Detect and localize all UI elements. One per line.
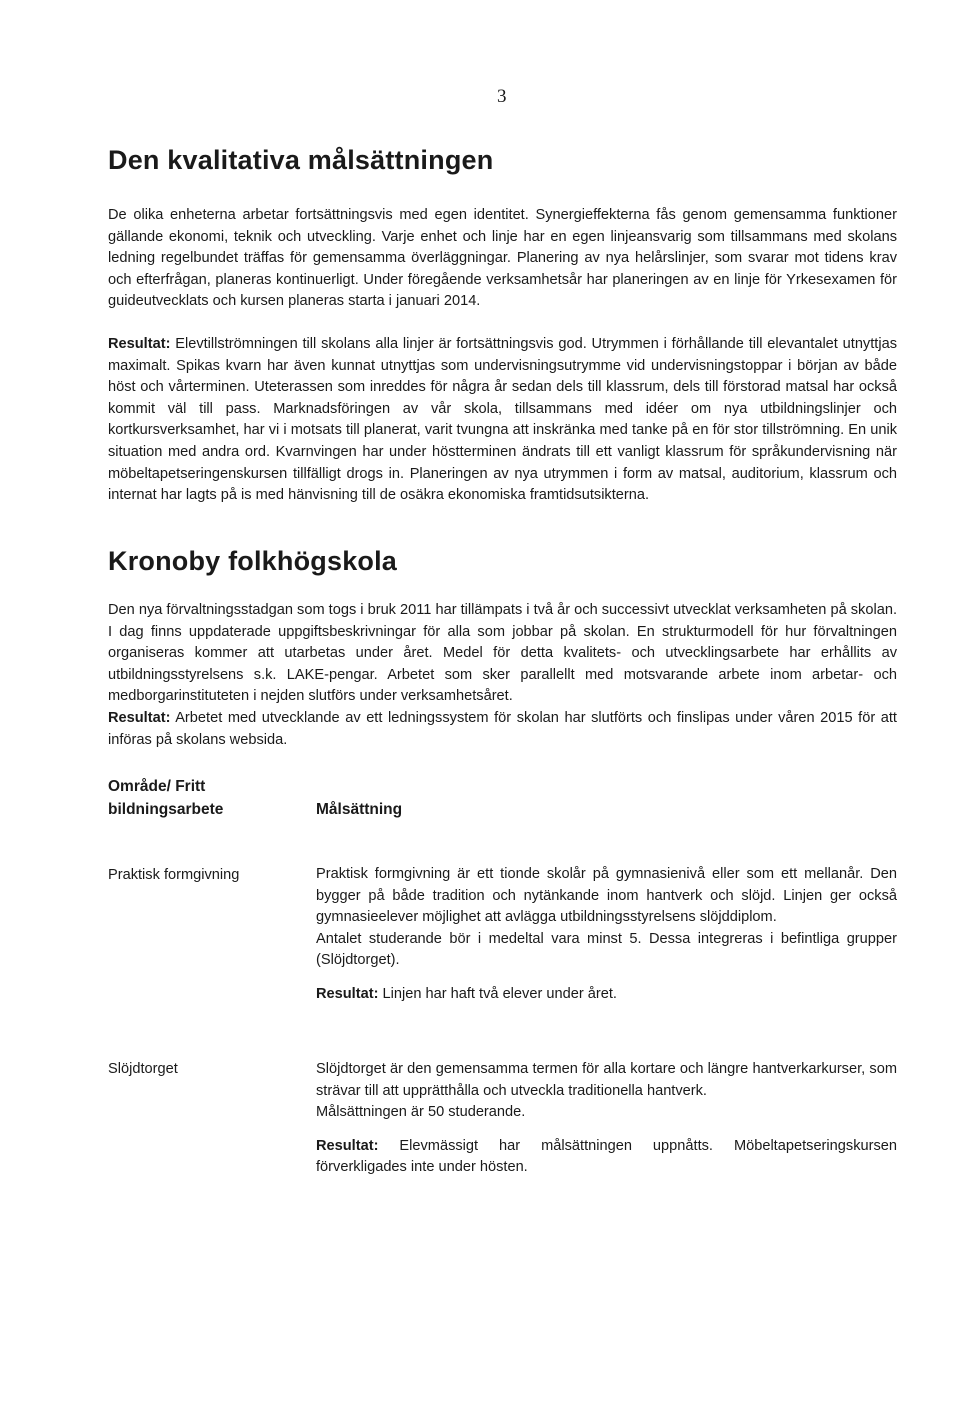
table-row-goal bbox=[316, 1059, 897, 1179]
goal-text: Målsättningen är 50 studerande. bbox=[316, 1104, 526, 1121]
section1-result bbox=[108, 334, 897, 507]
goal-text: Slöjdtorget är den gemensamma termen för alla kortare och längre hantverkarkurser, som strävar till att upprätthålla och utveckla traditionella hantverk. bbox=[316, 1061, 897, 1099]
goal-text: Antalet studerande bör i medeltal vara minst 5. Dessa integreras i befintliga grupper (Slöjdtorget). bbox=[316, 930, 897, 969]
section2-paragraph: Den nya förvaltningsstadgan som togs i bruk 2011 har tillämpats i två år och successivt utvecklat verksamheten på skolan. I dag finns uppdaterade uppgiftsbeskrivningar för alla som jobbar på skolan. En strukturmodell för hur förvaltningen organiseras kommer att utarbetas under året. Medel för detta kvalitets- och utvecklingsarbete har erhållits av utbildningsstyrelsens s.k. LAKE-pengar. Arbetet som sker parallellt med motsvarande arbete inom arbetar- och medborgarinstituteten i nejden slutförs under verksamhetsåret. bbox=[108, 602, 897, 705]
result-text: Arbetet med utvecklande av ett ledningssystem för skolan har slutförts och finslipas under våren 2015 för att införas på skolans websida. bbox=[108, 710, 897, 748]
section-title-kvalitativa: Den kvalitativa målsättningen bbox=[108, 145, 494, 175]
goal-result bbox=[316, 1136, 897, 1179]
result-text: Elevtillströmningen till skolans alla linjer är fortsättningsvis god. Utrymmen i förhållande till elevantalet utnyttjas maximalt. Spikas kvarn har även kunnat utnyttjas som undervisningsutrymme vid undervisningstoppar i början av både höst och vårterminen. Uteterassen som inreddes för några år sedan dels till klassrum, dels till förstorad matsal har också kommit väl till pass. Marknadsföringen av vår skola, tillsammans med idéer om nya utbildningslinjer och kortkursverksamhet, har vi i motsats till planerat, varit tvungna att inskränka med tanke på en för stor tillströmning. En unik situation med andra ord. Kvarnvingen har under höstterminen ändrats till ett vanligt klassrum för språkundervisning när möbeltapetseringenskursen tillfälligt drogs in. Planeringen av nya utrymmen i form av matsal, auditorium, klassrum och internat har lagts på is med hänvisning till de osäkra ekonomiska framtidsutsikterna. bbox=[108, 336, 897, 504]
goal-text: Praktisk formgivning är ett tionde skolår på gymnasienivå eller som ett mellanår. Den bygger på både tradition och nytänkande inom hantverk och slöjd. Linjen ger också gymnasieelever möjlighet att avlägga utbildningsstyrelsens slöjddiplom. bbox=[316, 866, 897, 926]
section-title-kronoby: Kronoby folkhögskola bbox=[108, 546, 398, 576]
result-label: Resultat: bbox=[108, 336, 171, 352]
result-label: Resultat: bbox=[108, 710, 171, 726]
table-row-area: Slöjdtorget bbox=[108, 1061, 178, 1077]
result-label: Resultat: bbox=[316, 1137, 379, 1154]
table-header-area: Område/ Fritt bildningsarbete bbox=[108, 778, 224, 818]
table-header-goal: Målsättning bbox=[316, 801, 403, 818]
table-row-area: Praktisk formgivning bbox=[108, 867, 240, 883]
result-text: Linjen har haft två elever under året. bbox=[378, 985, 617, 1002]
table-row-goal bbox=[316, 864, 897, 1006]
section2-result bbox=[108, 708, 897, 751]
result-text: Elevmässigt har målsättningen uppnåtts. Möbeltapetseringskursen förverkligades inte under hösten. bbox=[316, 1137, 897, 1176]
result-label: Resultat: bbox=[316, 985, 379, 1002]
section1-paragraph: De olika enheterna arbetar fortsättningsvis med egen identitet. Synergieffekterna fås genom gemensamma funktioner gällande ekonomi, teknik och utveckling. Varje enhet och linje har en egen linjeansvarig som tillsammans med skolans ledning regelbundet träffas för gemensamma överläggningar. Planering av nya helårslinjer, som svarar mot tidens krav och efterfrågan, planeras kontinuerligt. Under föregående verksamhetsår har planeringen av en linje för Yrkesexamen för guideutvecklats och kursen planeras starta i januari 2014. bbox=[108, 207, 897, 310]
goal-result bbox=[316, 984, 897, 1006]
page-number: 3 bbox=[497, 86, 507, 107]
